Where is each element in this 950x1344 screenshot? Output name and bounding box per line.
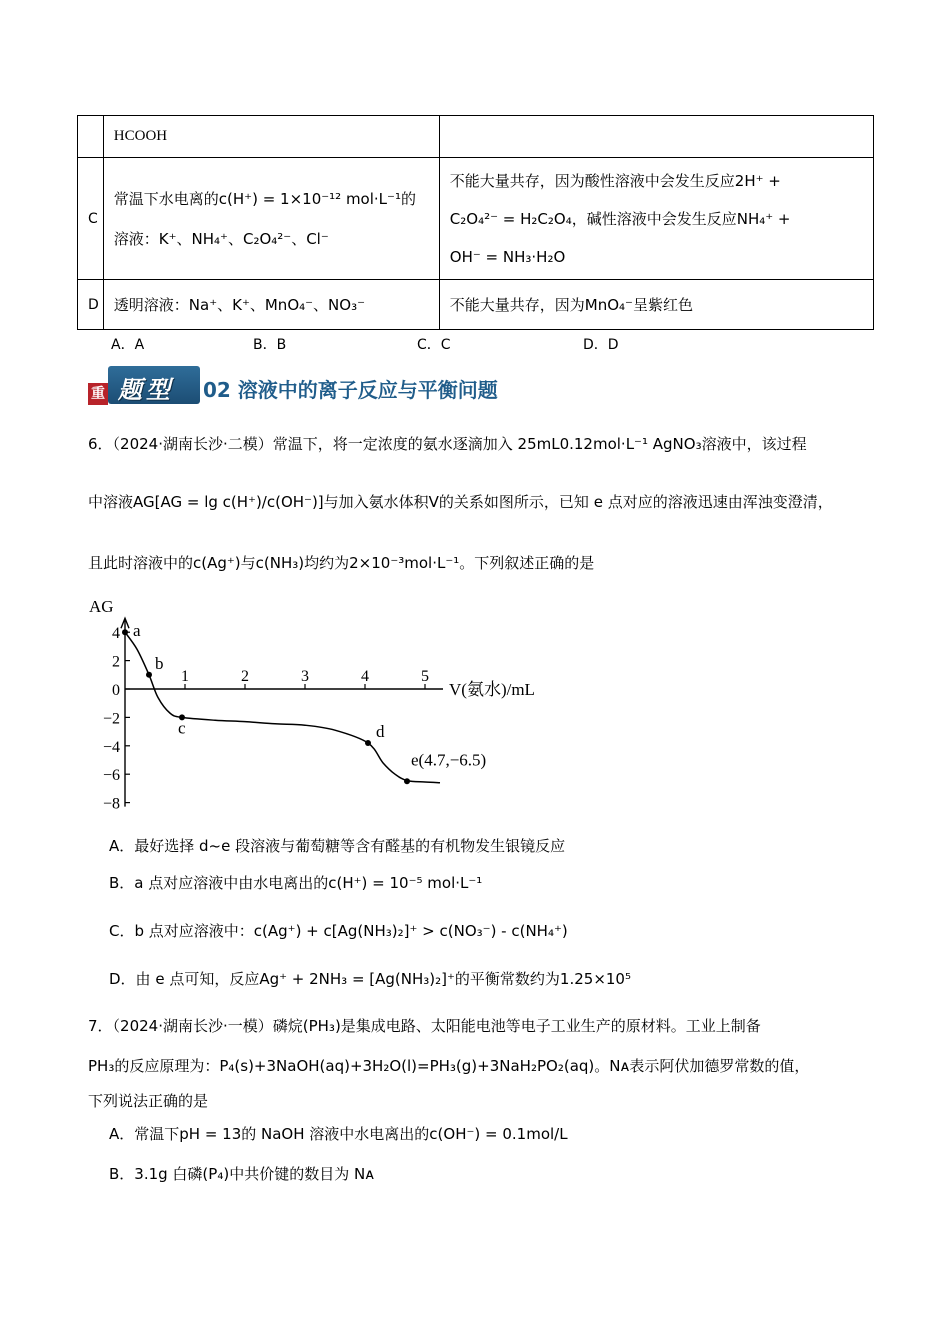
q6-option-b: B．a 点对应溶液中由水电离出的c(H⁺) = 10⁻⁵ mol·L⁻¹ bbox=[109, 874, 483, 892]
x-tick-label: 5 bbox=[421, 668, 429, 685]
row-c-left-line2: 溶液：K⁺、NH₄⁺、C₂O₄²⁻、Cl⁻ bbox=[113, 229, 329, 248]
row-label bbox=[78, 116, 104, 158]
row-right-cell: 不能大量共存，因为MnO₄⁻呈紫红色 bbox=[439, 280, 873, 330]
x-axis-label: V(氨水)/mL bbox=[449, 680, 535, 699]
y-tick-label: 2 bbox=[112, 653, 120, 671]
option-table bbox=[77, 115, 874, 330]
row-c-left-line1: 常温下水电离的c(H⁺) = 1×10⁻¹² mol·L⁻¹的 bbox=[113, 189, 416, 208]
table-row bbox=[78, 158, 874, 280]
x-tick-label: 1 bbox=[181, 668, 189, 685]
point-a bbox=[122, 629, 128, 635]
ag-volume-chart bbox=[85, 590, 545, 820]
y-tick-label: −8 bbox=[102, 795, 120, 813]
point-b bbox=[146, 672, 152, 678]
y-tick-label: −2 bbox=[102, 710, 120, 728]
point-label: e(4.7,−6.5) bbox=[411, 750, 487, 770]
q7-option-a: A．常温下pH = 13的 NaOH 溶液中水电离出的c(OH⁻) = 0.1mol/L bbox=[109, 1125, 568, 1143]
table-row bbox=[78, 116, 874, 158]
q6-line1: 6．（2024·湖南长沙·二模）常温下，将一定浓度的氨水逐滴加入 25mL0.12mol·L⁻¹ AgNO₃溶液中，该过程 bbox=[88, 435, 807, 453]
q7-line2: PH₃的反应原理为：P₄(s)+3NaOH(aq)+3H₂O(l)=PH₃(g)+3NaH₂PO₂(aq)。Nᴀ表示阿伏加德罗常数的值， bbox=[88, 1057, 810, 1075]
y-tick-label: −6 bbox=[102, 767, 120, 785]
prev-option-b: B．B bbox=[253, 337, 287, 353]
row-right-cell bbox=[439, 158, 873, 280]
point-d bbox=[365, 740, 371, 746]
point-label: d bbox=[376, 721, 385, 741]
row-label: D bbox=[78, 280, 104, 330]
question-type-tag-text: 题型 bbox=[118, 375, 174, 404]
row-c-right-line3: OH⁻ = NH₃·H₂O bbox=[449, 247, 566, 266]
point-label: c bbox=[178, 718, 186, 738]
y-tick-label: −4 bbox=[102, 738, 120, 756]
q6-option-a: A．最好选择 d~e 段溶液与葡萄糖等含有醛基的有机物发生银镜反应 bbox=[109, 837, 566, 855]
section-title: 02 溶液中的离子反应与平衡问题 bbox=[203, 378, 498, 402]
key-badge: 重 bbox=[88, 383, 108, 405]
row-label: C bbox=[78, 158, 104, 280]
prev-option-a: A．A bbox=[111, 337, 145, 353]
point-e bbox=[404, 778, 410, 784]
x-tick-label: 2 bbox=[241, 668, 249, 685]
y-tick-label: 0 bbox=[112, 682, 120, 699]
x-tick-label: 4 bbox=[361, 668, 369, 685]
q6-option-d: D．由 e 点可知，反应Ag⁺ + 2NH₃ = [Ag(NH₃)₂]⁺的平衡常数约为1.25×10⁵ bbox=[109, 970, 631, 988]
prev-option-c: C．C bbox=[417, 337, 451, 353]
q6-option-c: C．b 点对应溶液中：c(Ag⁺) + c[Ag(NH₃)₂]⁺ > c(NO₃⁻) - c(NH₄⁺) bbox=[109, 922, 568, 940]
point-label: b bbox=[155, 653, 164, 673]
q6-line2: 中溶液AG[AG = lg c(H⁺)/c(OH⁻)]与加入氨水体积V的关系如图所示，已知 e 点对应的溶液迅速由浑浊变澄清， bbox=[88, 493, 833, 511]
row-c-right-line1: 不能大量共存，因为酸性溶液中会发生反应2H⁺ + bbox=[449, 171, 781, 190]
prev-option-d: D．D bbox=[583, 337, 619, 353]
y-axis-label: AG bbox=[89, 597, 114, 616]
q6-line3: 且此时溶液中的c(Ag⁺)与c(NH₃)均约为2×10⁻³mol·L⁻¹。下列叙述正确的是 bbox=[88, 554, 595, 572]
q7-line1: 7．（2024·湖南长沙·一模）磷烷(PH₃)是集成电路、太阳能电池等电子工业生产的原材料。工业上制备 bbox=[88, 1017, 761, 1035]
table-row bbox=[78, 280, 874, 330]
x-tick-label: 3 bbox=[301, 668, 309, 685]
y-tick-label: 4 bbox=[112, 625, 120, 643]
q7-option-b: B．3.1g 白磷(P₄)中共价键的数目为 Nᴀ bbox=[109, 1165, 375, 1183]
q7-line3: 下列说法正确的是 bbox=[88, 1092, 209, 1110]
row-right-cell bbox=[439, 116, 873, 158]
row-c-right-line2: C₂O₄²⁻ = H₂C₂O₄，碱性溶液中会发生反应NH₄⁺ + bbox=[449, 209, 791, 228]
ag-curve bbox=[125, 632, 440, 783]
question-type-tag bbox=[108, 366, 200, 404]
point-label: a bbox=[133, 621, 141, 641]
row-left-cell bbox=[103, 158, 439, 280]
row-left-cell: 透明溶液：Na⁺、K⁺、MnO₄⁻、NO₃⁻ bbox=[103, 280, 439, 330]
row-left-cell: HCOOH bbox=[103, 116, 439, 158]
